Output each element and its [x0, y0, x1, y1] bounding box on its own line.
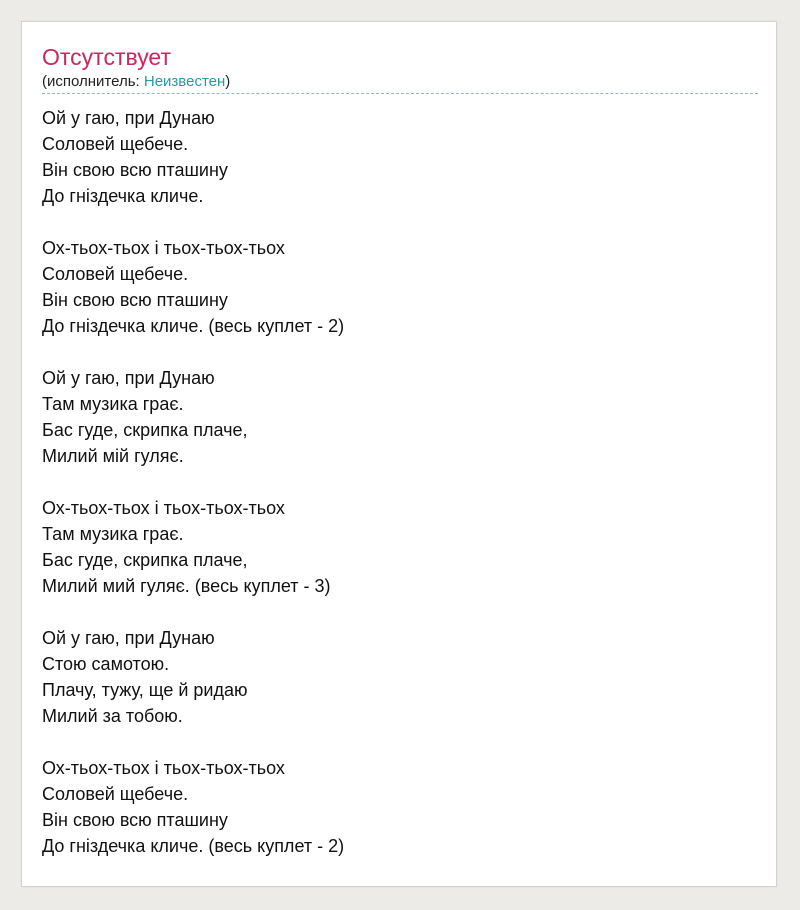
lyric-line: Ой у гаю, при Дунаю — [42, 108, 215, 128]
stanza — [42, 235, 758, 339]
lyric-line: Ох-тьох-тьох і тьох-тьох-тьох — [42, 238, 285, 258]
lyric-line: Стою самотою. — [42, 654, 170, 674]
lyric-line: Соловей щебече. — [42, 264, 189, 284]
stanza — [42, 105, 758, 209]
lyric-line: Соловей щебече. — [42, 784, 189, 804]
lyric-line: Бас гуде, скрипка плаче, — [42, 550, 248, 570]
lyric-line: Ой у гаю, при Дунаю — [42, 628, 215, 648]
lyric-line: Бас гуде, скрипка плаче, — [42, 420, 248, 440]
lyric-line: До гніздечка кличе. (весь куплет - 2) — [42, 316, 345, 336]
lyric-line: Ох-тьох-тьох і тьох-тьох-тьох — [42, 498, 285, 518]
lyrics-card — [21, 21, 777, 887]
stanza — [42, 755, 758, 859]
title-divider — [42, 93, 758, 94]
lyric-line: Він свою всю пташину — [42, 160, 228, 180]
song-title: Отсутствует — [42, 44, 171, 70]
lyric-line: Там музика грає. — [42, 524, 184, 544]
stanza — [42, 625, 758, 729]
artist-link[interactable]: Неизвестен — [143, 73, 226, 90]
lyric-line: Там музика грає. — [42, 394, 184, 414]
lyrics-text — [42, 105, 758, 885]
lyric-line: Ох-тьох-тьох і тьох-тьох-тьох — [42, 758, 285, 778]
lyric-line: До гніздечка кличе. (весь куплет - 2) — [42, 836, 345, 856]
artist-line — [42, 72, 230, 92]
lyric-line: Плачу, тужу, ще й ридаю — [42, 680, 248, 700]
lyric-line: Соловей щебече. — [42, 134, 189, 154]
lyric-line: Милий мий гуляє. (весь куплет - 3) — [42, 576, 331, 596]
artist-suffix: ) — [225, 73, 231, 90]
stanza — [42, 495, 758, 599]
lyric-line: Він свою всю пташину — [42, 290, 228, 310]
artist-prefix: (исполнитель: — [42, 73, 144, 90]
lyric-line: Ой у гаю, при Дунаю — [42, 368, 215, 388]
lyric-line: Милий за тобою. — [42, 706, 183, 726]
lyric-line: До гніздечка кличе. — [42, 186, 204, 206]
stanza — [42, 365, 758, 469]
lyric-line: Він свою всю пташину — [42, 810, 228, 830]
lyric-line: Милий мій гуляє. — [42, 446, 184, 466]
